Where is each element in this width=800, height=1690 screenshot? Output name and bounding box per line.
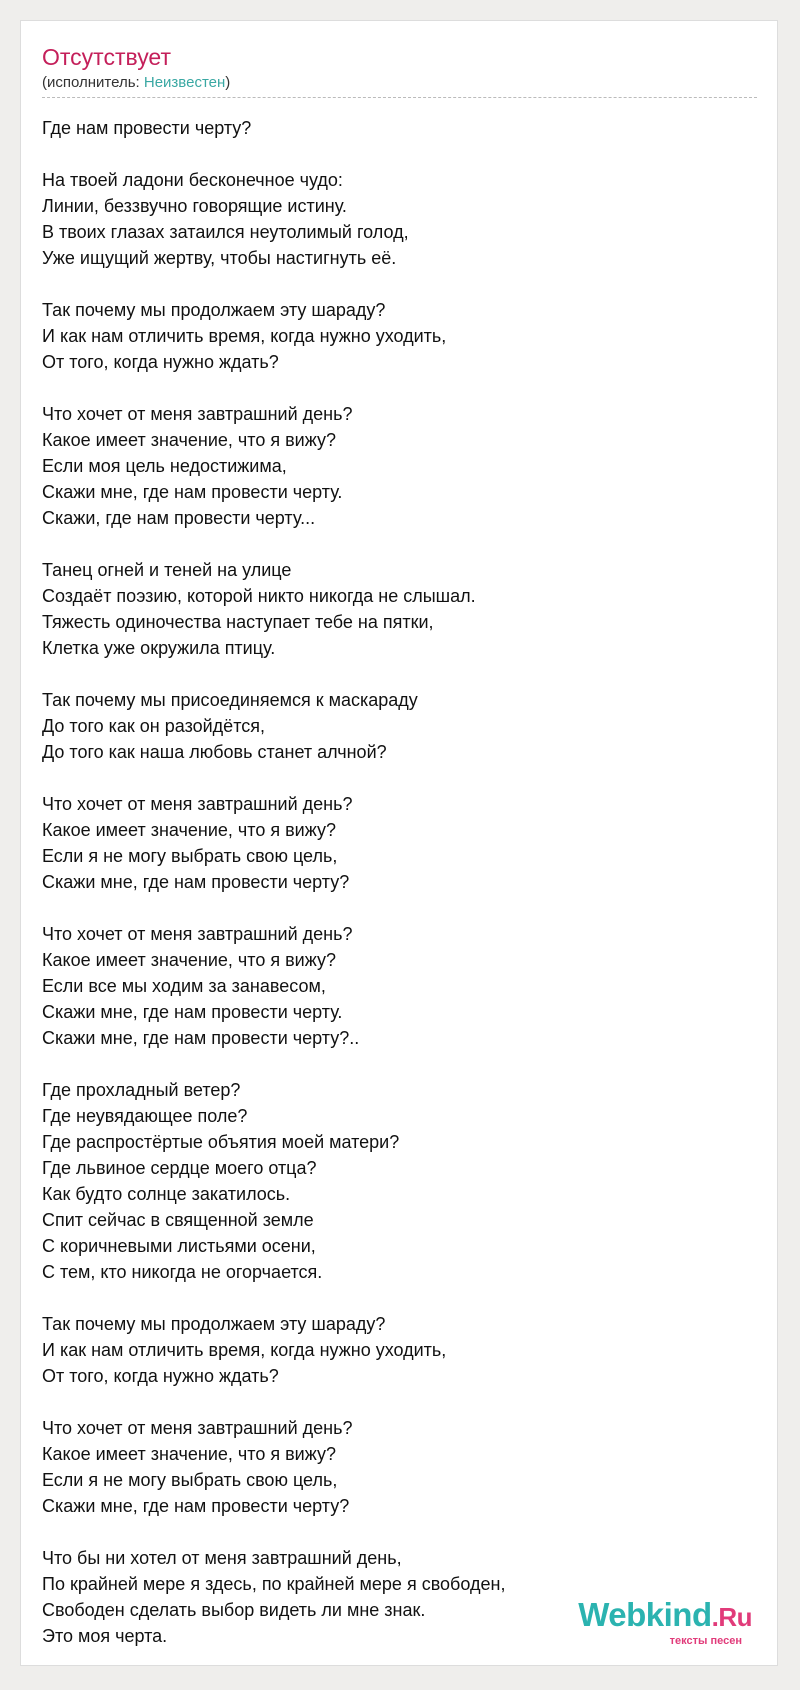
lyrics-line: Так почему мы присоединяемся к маскараду <box>42 690 418 710</box>
song-header <box>42 43 757 98</box>
logo-wordmark <box>552 1597 752 1635</box>
lyrics-line: В твоих глазах затаился неутолимый голод, <box>42 222 409 242</box>
lyrics-line: Что бы ни хотел от меня завтрашний день, <box>42 1548 402 1568</box>
lyrics-line: Так почему мы продолжаем эту шараду? <box>42 1314 386 1334</box>
lyrics-line: Если я не могу выбрать свою цель, <box>42 846 338 866</box>
lyrics-line: С тем, кто никогда не огорчается. <box>42 1262 323 1282</box>
lyrics-line: И как нам отличить время, когда нужно уходить, <box>42 326 447 346</box>
lyrics-line: Создаёт поэзию, которой никто никогда не слышал. <box>42 586 476 606</box>
lyrics-line: Где львиное сердце моего отца? <box>42 1158 317 1178</box>
lyrics-line: Скажи, где нам провести черту... <box>42 508 316 528</box>
lyrics-line: Как будто солнце закатилось. <box>42 1184 291 1204</box>
lyrics-line: Это моя черта. <box>42 1626 168 1646</box>
lyrics-stanza <box>42 1077 757 1285</box>
lyrics-stanza <box>42 791 757 895</box>
lyrics-line: Где неувядающее поле? <box>42 1106 248 1126</box>
song-title: Отсутствует <box>42 44 171 70</box>
lyrics-line: Уже ищущий жертву, чтобы настигнуть её. <box>42 248 397 268</box>
lyrics-line: Скажи мне, где нам провести черту? <box>42 1496 350 1516</box>
lyrics-line: По крайней мере я здесь, по крайней мере я свободен, <box>42 1574 506 1594</box>
lyrics-line: Свободен сделать выбор видеть ли мне знак. <box>42 1600 426 1620</box>
lyrics-stanza <box>42 115 757 141</box>
lyrics-line: Тяжесть одиночества наступает тебе на пятки, <box>42 612 434 632</box>
logo-tagline: тексты песен <box>669 1635 742 1647</box>
lyrics-body <box>42 115 757 1675</box>
lyrics-line: На твоей ладони бесконечное чудо: <box>42 170 343 190</box>
lyrics-line: Спит сейчас в священной земле <box>42 1210 314 1230</box>
lyrics-line: Если все мы ходим за занавесом, <box>42 976 326 996</box>
lyrics-line: До того как наша любовь станет алчной? <box>42 742 387 762</box>
artist-link[interactable]: Неизвестен <box>143 74 226 91</box>
artist-suffix: ) <box>225 74 231 91</box>
lyrics-line: До того как он разойдётся, <box>42 716 265 736</box>
lyrics-stanza <box>42 1415 757 1519</box>
lyrics-line: Какое имеет значение, что я вижу? <box>42 820 336 840</box>
lyrics-line: Что хочет от меня завтрашний день? <box>42 404 353 424</box>
lyrics-card <box>20 20 778 1666</box>
lyrics-stanza <box>42 297 757 375</box>
lyrics-line: Где нам провести черту? <box>42 118 252 138</box>
lyrics-stanza <box>42 401 757 531</box>
lyrics-line: Какое имеет значение, что я вижу? <box>42 950 336 970</box>
lyrics-line: Так почему мы продолжаем эту шараду? <box>42 300 386 320</box>
lyrics-line: Что хочет от меня завтрашний день? <box>42 1418 353 1438</box>
lyrics-line: Линии, беззвучно говорящие истину. <box>42 196 347 216</box>
lyrics-line: Скажи мне, где нам провести черту. <box>42 1002 343 1022</box>
lyrics-stanza <box>42 921 757 1051</box>
lyrics-line: И как нам отличить время, когда нужно уходить, <box>42 1340 447 1360</box>
logo-domain: .Ru <box>711 1602 752 1632</box>
lyrics-line: Скажи мне, где нам провести черту? <box>42 872 350 892</box>
lyrics-line: С коричневыми листьями осени, <box>42 1236 316 1256</box>
lyrics-line: Скажи мне, где нам провести черту. <box>42 482 343 502</box>
logo-main-text: Webkind <box>578 1596 712 1633</box>
lyrics-stanza <box>42 687 757 765</box>
lyrics-line: Что хочет от меня завтрашний день? <box>42 794 353 814</box>
lyrics-stanza <box>42 1311 757 1389</box>
lyrics-line: Если я не могу выбрать свою цель, <box>42 1470 338 1490</box>
site-logo[interactable] <box>552 1597 752 1645</box>
lyrics-stanza <box>42 557 757 661</box>
lyrics-line: Где прохладный ветер? <box>42 1080 241 1100</box>
lyrics-line: Скажи мне, где нам провести черту?.. <box>42 1028 360 1048</box>
header-divider <box>42 97 757 98</box>
lyrics-line: Какое имеет значение, что я вижу? <box>42 1444 336 1464</box>
lyrics-line: От того, когда нужно ждать? <box>42 352 279 372</box>
lyrics-line: От того, когда нужно ждать? <box>42 1366 279 1386</box>
lyrics-stanza <box>42 167 757 271</box>
lyrics-line: Что хочет от меня завтрашний день? <box>42 924 353 944</box>
artist-line <box>42 73 757 93</box>
lyrics-line: Какое имеет значение, что я вижу? <box>42 430 336 450</box>
lyrics-line: Если моя цель недостижима, <box>42 456 287 476</box>
lyrics-line: Танец огней и теней на улице <box>42 560 292 580</box>
lyrics-line: Клетка уже окружила птицу. <box>42 638 276 658</box>
artist-prefix: (исполнитель: <box>42 74 144 91</box>
lyrics-line: Где распростёртые объятия моей матери? <box>42 1132 400 1152</box>
